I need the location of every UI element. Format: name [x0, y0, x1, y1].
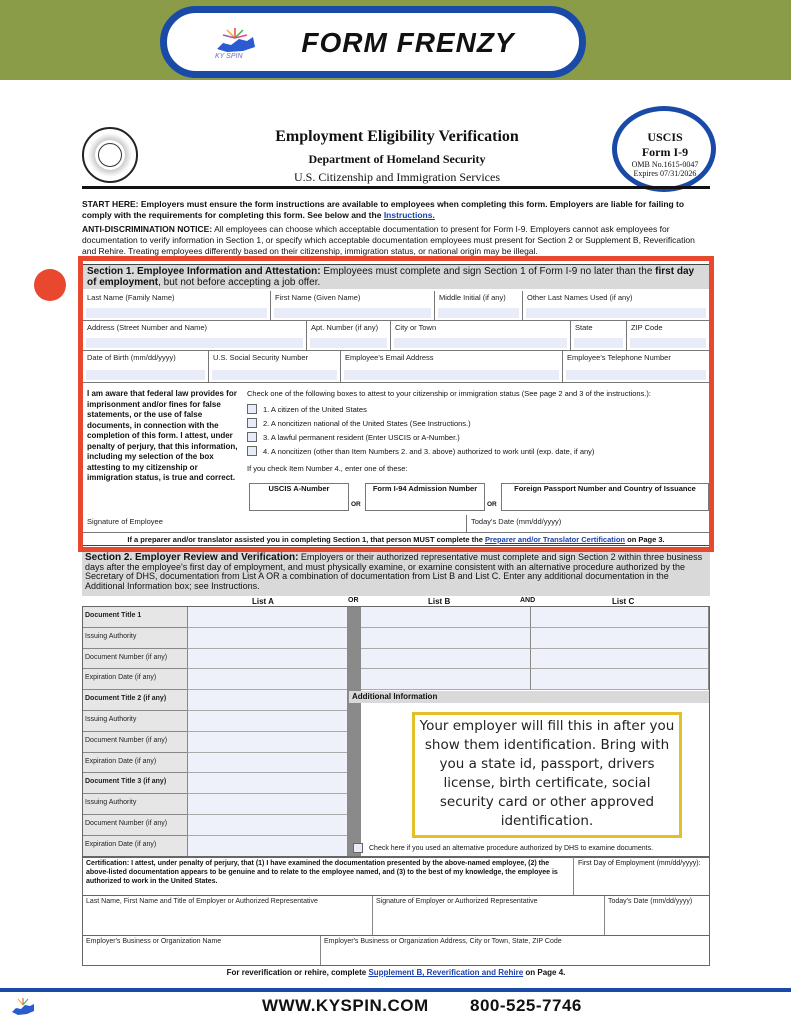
option-noncitizen-national[interactable]: 2. A noncitizen national of the United States (See Instructions.)	[247, 416, 707, 430]
list-a-input[interactable]	[187, 628, 347, 649]
list-b-input[interactable]	[361, 649, 531, 670]
employer-callout: Your employer will fill this in after you show them identification. Bring with you a state id, passport, drivers license, birth certificate, social security card or other approved identification.	[412, 712, 682, 838]
list-c-input[interactable]	[531, 607, 709, 628]
section-2-header: Section 2. Employer Review and Verification: Employers or their authorized representative must complete and sign Section 2 within three business days after the employee's first day of employment, and must physically examine, or examine consistent with an alternative procedure authorized by the Secretary of DHS, documentation from List A OR a combination of documentation from List B and List C. Enter any additional documentation in the Additional Information box; see Instructions.	[82, 552, 710, 596]
list-a-input[interactable]	[187, 794, 347, 815]
preparer-link[interactable]: Preparer and/or Translator Certification	[484, 535, 626, 544]
passport-field[interactable]: Foreign Passport Number and Country of Issuance	[501, 483, 709, 511]
business-row	[82, 936, 710, 966]
supplement-b-link[interactable]: Supplement B, Reverification and Rehire	[368, 968, 524, 977]
list-c-input[interactable]	[531, 649, 709, 670]
banner-title: FORM FRENZY	[301, 27, 515, 58]
anti-discrimination-text: All employees can choose which acceptable documentation to present for Form I-9. Employers cannot ask employees for documentation to verify information in Section 1, or specify which acceptable documentation employees must present for Section 2 or Supplement B, Reverification and Rehire. Treating employees differently based on their citizenship, immigration status, or national origin may be illegal.	[82, 224, 695, 256]
list-b-header: List B	[428, 597, 451, 606]
dob-field[interactable]: Date of Birth (mm/dd/yyyy)	[83, 351, 209, 383]
list-c-input[interactable]	[531, 628, 709, 649]
other-names-field[interactable]: Other Last Names Used (if any)	[523, 291, 709, 321]
rep-name-field[interactable]: Last Name, First Name and Title of Employer or Authorized Representative	[83, 896, 373, 935]
title-pill	[160, 6, 586, 78]
uscis-label: USCIS	[647, 130, 683, 144]
footer-rule	[0, 988, 791, 992]
list-a-input[interactable]	[187, 711, 347, 732]
doc-label: Issuing Authority	[83, 794, 187, 815]
state-field[interactable]: State	[571, 321, 627, 351]
email-field[interactable]: Employee's Email Address	[341, 351, 563, 383]
business-address-field[interactable]: Employer's Business or Organization Address, City or Town, State, ZIP Code	[324, 938, 562, 945]
i9-form	[82, 112, 710, 992]
form-agency: U.S. Citizenship and Immigration Services	[294, 170, 500, 184]
list-a-input[interactable]	[187, 607, 347, 628]
instructions-link[interactable]: Instructions.	[383, 210, 435, 220]
option-citizen[interactable]: 1. A citizen of the United States	[247, 402, 707, 416]
list-a-input[interactable]	[187, 773, 347, 794]
and-label: AND	[520, 597, 536, 604]
first-day-field[interactable]: First Day of Employment (mm/dd/yyyy):	[573, 857, 709, 895]
checkbox[interactable]	[353, 843, 363, 853]
list-a-input[interactable]	[187, 732, 347, 753]
form-dept: Department of Homeland Security	[308, 152, 486, 166]
form-header	[222, 128, 572, 185]
list-a-input[interactable]	[187, 753, 347, 774]
doc-label: Expiration Date (if any)	[83, 753, 187, 774]
reverification-note: For reverification or rehire, complete Supplement B, Reverification and Rehire on Page 4.	[226, 968, 566, 977]
uscis-anumber-field[interactable]: USCIS A-Number	[249, 483, 349, 511]
phone-field[interactable]: Employee's Telephone Number	[563, 351, 709, 383]
rep-signature-field[interactable]: Signature of Employer or Authorized Representative	[373, 896, 605, 935]
header-rule	[82, 186, 710, 189]
doc-label: Issuing Authority	[83, 628, 187, 649]
list-a-input[interactable]	[187, 669, 347, 690]
list-a-input[interactable]	[187, 836, 347, 857]
address-field[interactable]: Address (Street Number and Name)	[83, 321, 307, 351]
logo-text: KY SPIN	[215, 53, 243, 60]
list-a-input[interactable]	[187, 690, 347, 711]
list-a-header: List A	[252, 597, 274, 606]
doc-label: Document Number (if any)	[83, 732, 187, 753]
form-id: Form I-9	[641, 145, 689, 159]
list-c-header: List C	[612, 597, 635, 606]
doc-label: Document Title 1	[83, 607, 187, 628]
list-c-input[interactable]	[531, 669, 709, 690]
additional-info-header: Additional Information	[349, 691, 709, 703]
rep-date-field[interactable]: Today's Date (mm/dd/yyyy)	[608, 898, 693, 905]
list-a-input[interactable]	[187, 815, 347, 836]
doc-label: Document Title 2 (if any)	[83, 690, 187, 711]
middle-initial-field[interactable]: Middle Initial (if any)	[435, 291, 523, 321]
dhs-seal-icon	[82, 127, 138, 183]
list-b-input[interactable]	[361, 628, 531, 649]
list-b-input[interactable]	[361, 669, 531, 690]
certification-block	[82, 856, 710, 896]
list-a-input[interactable]	[187, 649, 347, 670]
expiration: Expires 07/31/2026	[633, 169, 697, 178]
doc-label: Document Number (if any)	[83, 815, 187, 836]
city-field[interactable]: City or Town	[391, 321, 571, 351]
or-divider	[347, 607, 361, 857]
option-noncitizen-authorized[interactable]: 4. A noncitizen (other than Item Numbers 2. and 3. above) authorized to work until (exp. date, if any)	[247, 444, 707, 458]
highlight-circle	[612, 106, 716, 192]
section-1-highlight	[78, 256, 714, 552]
zip-field[interactable]: ZIP Code	[627, 321, 709, 351]
i94-field[interactable]: Form I-94 Admission Number	[365, 483, 485, 511]
representative-row	[82, 896, 710, 936]
option-permanent-resident[interactable]: 3. A lawful permanent resident (Enter USCIS or A-Number.)	[247, 430, 707, 444]
doc-label: Expiration Date (if any)	[83, 836, 187, 857]
apt-field[interactable]: Apt. Number (if any)	[307, 321, 391, 351]
kyspin-logo-icon	[213, 25, 259, 65]
omb-number: OMB No.1615-0047	[631, 160, 699, 169]
attestation-text: I am aware that federal law provides for imprisonment and/or fines for false statements, or the use of false documents, in connection with the completion of this form. I attest, under penalty of perjury, that this information, including my selection of the box attesting to my citizenship or immigration status, is true and correct.	[87, 389, 238, 482]
website-link[interactable]: WWW.KYSPIN.COM	[262, 996, 429, 1015]
red-marker-dot	[34, 269, 66, 301]
start-here-notice: START HERE: Employers must ensure the form instructions are available to employees when completing this form. Employers are liable for failing to comply with the requirements for completing this form. See below and the Instructions. ANTI-DISCRIMINATION NOTICE: All employees can choose which acceptable documentation to present for Form I-9. Employers cannot ask employees for documentation to verify information in Section 1, or specify which acceptable documentation employees must present for Section 2 or Supplement B, Reverification and Rehire. Treating employees differently based on their citizenship, immigration status, or national origin may be illegal.	[82, 199, 695, 256]
alternative-procedure-check[interactable]: Check here if you used an alternative procedure authorized by DHS to examine documents.	[353, 843, 653, 853]
certification-text: Certification: I attest, under penalty of perjury, that (1) I have examined the documentation presented by the above-named employee, (2) the above-listed documentation appears to be genuine and to relate to the employee named, and (3) to the best of my knowledge, the employee is authorized to work in the United States.	[86, 860, 558, 885]
or-label: OR	[348, 597, 359, 604]
section-1-header: Section 1. Employee Information and Attestation: Employees must complete and sign Section 1 of Form I-9 no later than the first day of employment, but not before accepting a job offer.	[83, 265, 709, 289]
first-name-field[interactable]: First Name (Given Name)	[271, 291, 435, 321]
or-label: OR	[487, 501, 497, 508]
doc-label: Document Title 3 (if any)	[83, 773, 187, 794]
phone-number: 800-525-7746	[470, 996, 582, 1015]
doc-label: Document Number (if any)	[83, 649, 187, 670]
item4-note: If you check Item Number 4., enter one of these:	[247, 464, 408, 473]
last-name-field[interactable]: Last Name (Family Name)	[83, 291, 271, 321]
business-name-field[interactable]: Employer's Business or Organization Name	[83, 936, 321, 965]
form-title: Employment Eligibility Verification	[275, 128, 519, 145]
kyspin-small-logo-icon	[10, 996, 36, 1020]
doc-label: Expiration Date (if any)	[83, 669, 187, 690]
check-intro: Check one of the following boxes to attest to your citizenship or immigration status (See page 2 and 3 of the instructions.):	[247, 389, 651, 398]
list-b-input[interactable]	[361, 607, 531, 628]
preparer-note: If a preparer and/or translator assisted you in completing Section 1, that person MUST complete the Preparer and/or Translator Certification on Page 3.	[127, 535, 665, 544]
employee-signature-field[interactable]: Signature of Employee	[83, 515, 467, 533]
employee-date-field[interactable]: Today's Date (mm/dd/yyyy)	[467, 515, 709, 533]
ssn-field[interactable]: U.S. Social Security Number	[209, 351, 341, 383]
doc-label: Issuing Authority	[83, 711, 187, 732]
or-label: OR	[351, 501, 361, 508]
